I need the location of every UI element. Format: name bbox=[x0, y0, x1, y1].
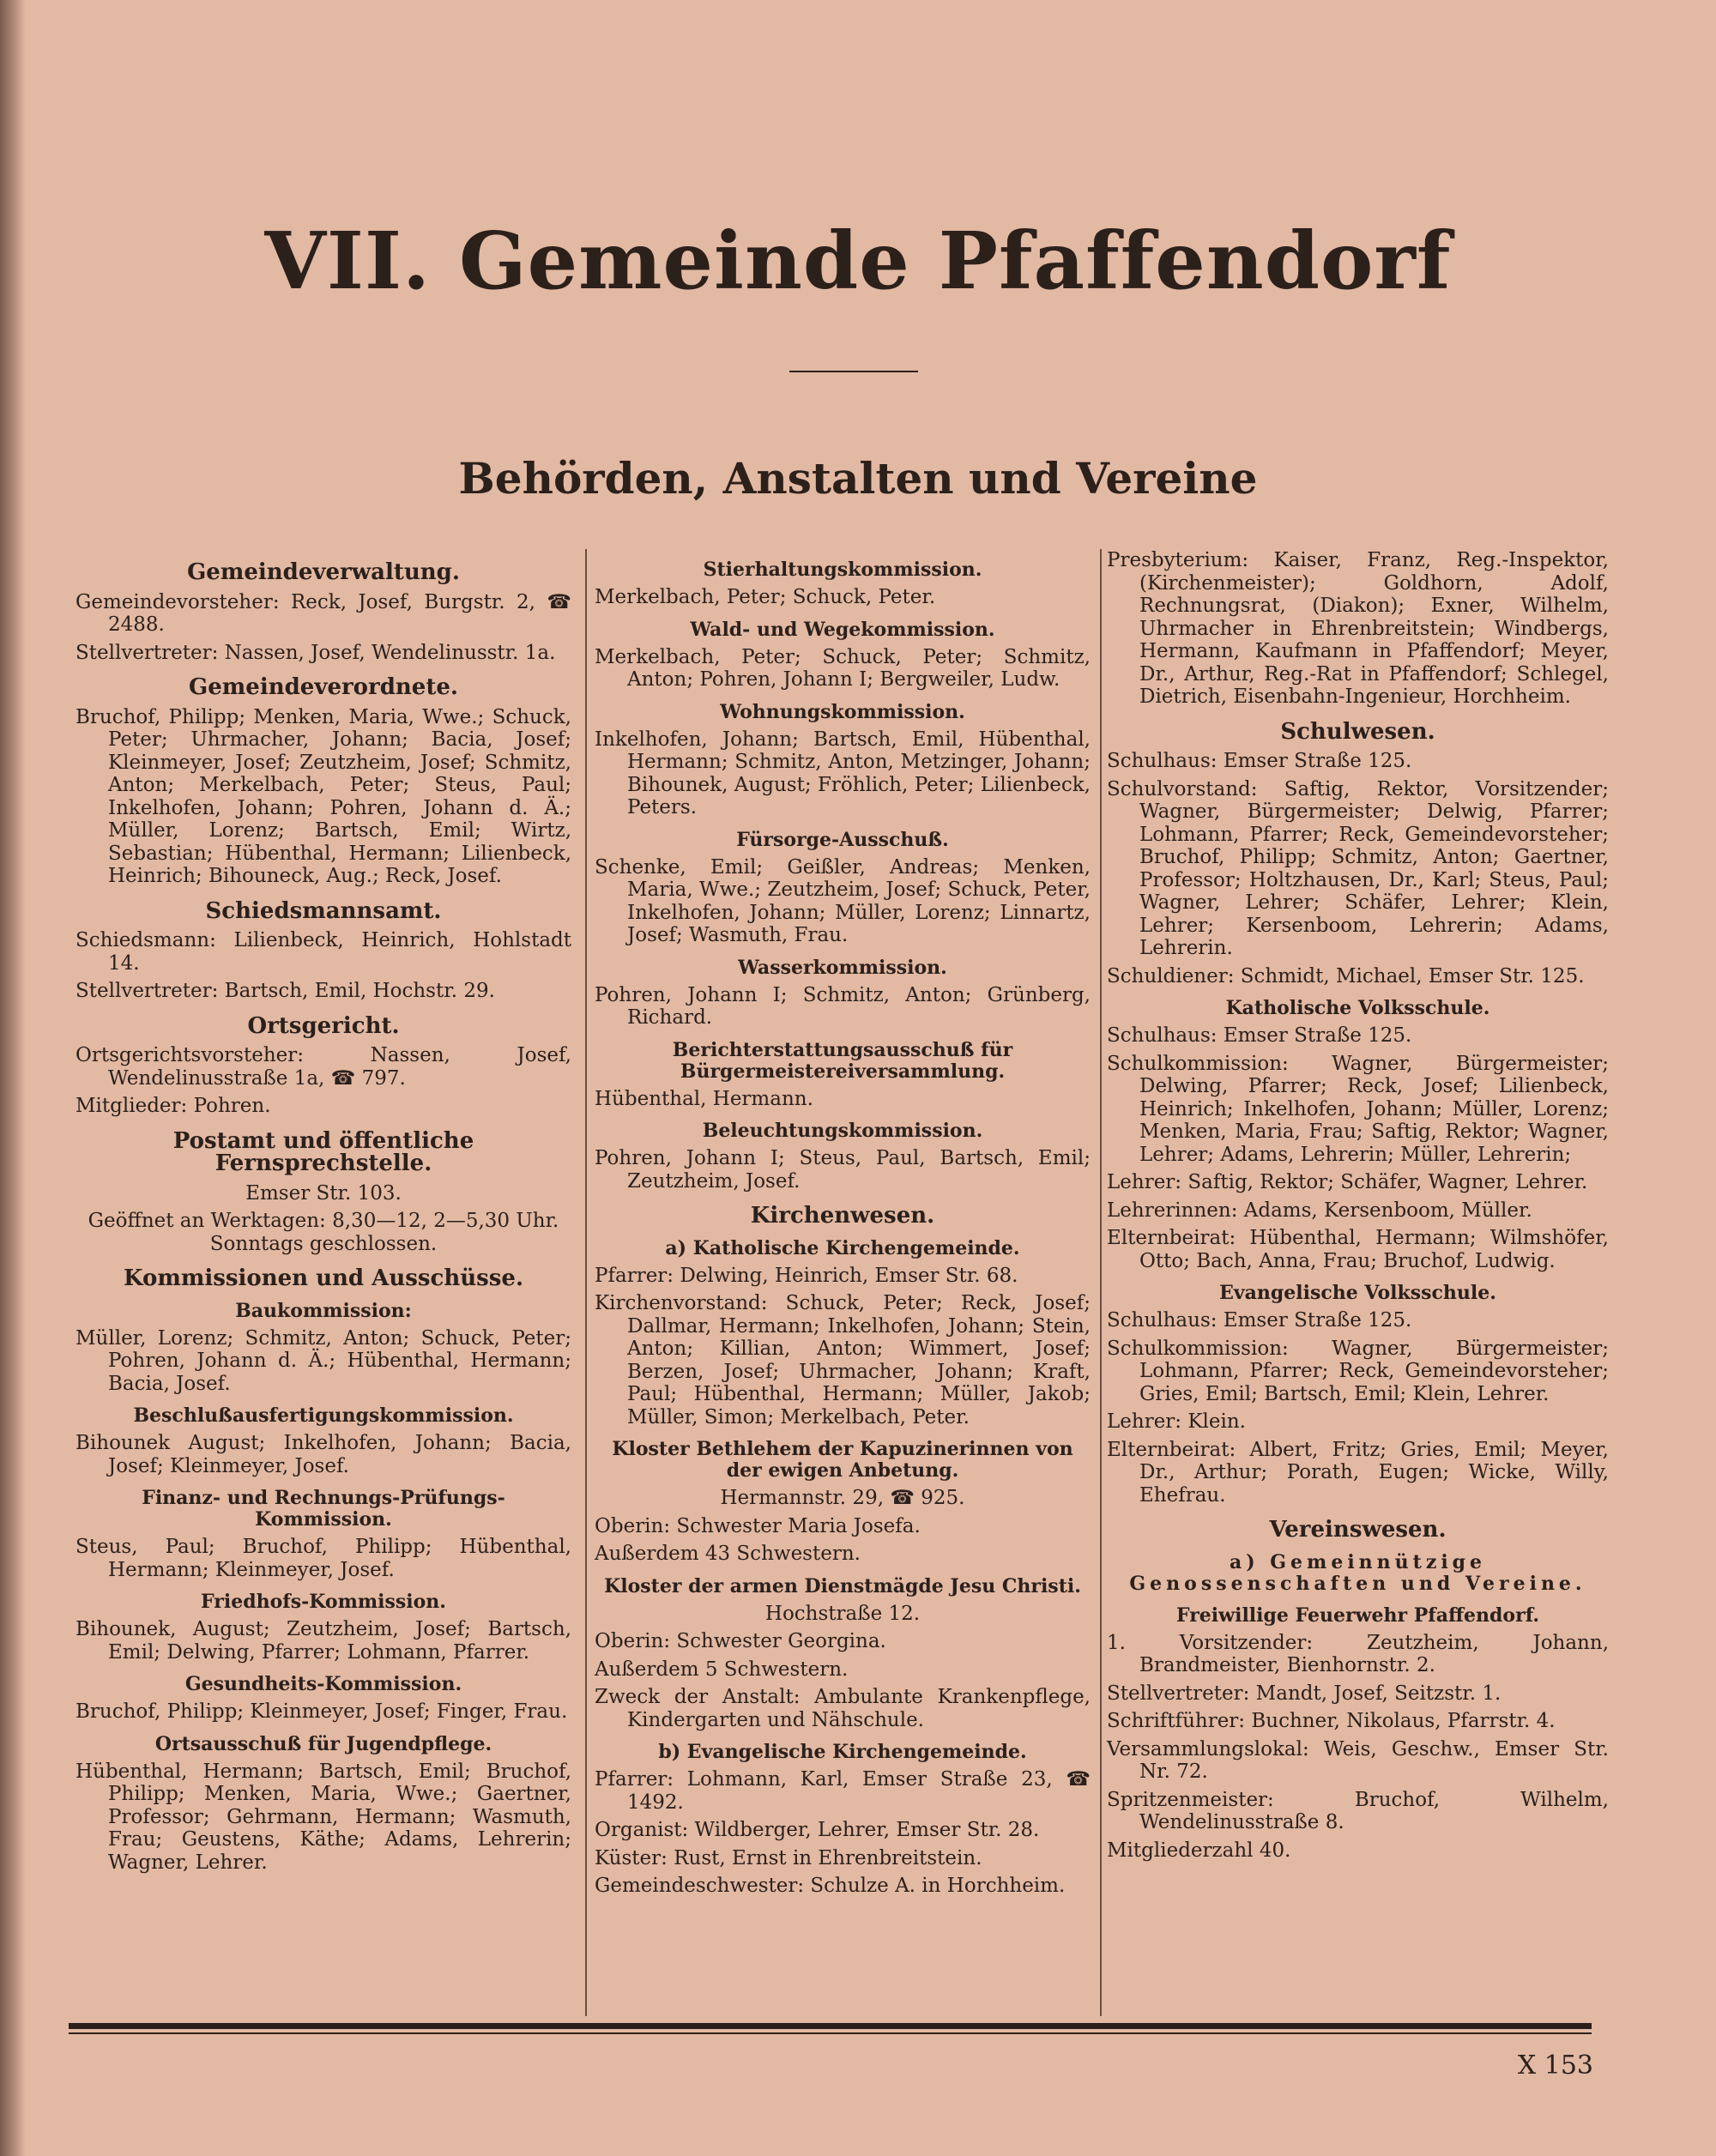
entry-text: Bihounek, August; Zeutzheim, Josef; Bartsch, Emil; Delwing, Pfarrer; Lohmann, Pfarrer. bbox=[76, 1618, 571, 1664]
entry-text: Schulkommission: Wagner, Bürgermeister; Delwing, Pfarrer; Reck, Josef; Lilienbeck, Heinrich; Inkelhofen, Johann; Müller, Lorenz; Menken, Maria, Frau; Saftig, Rektor; Wagner, Lehrer; Adams, Lehrerin; Müller, Lehrerin; bbox=[1107, 1052, 1609, 1166]
column-left bbox=[76, 549, 571, 1879]
subsection-heading: Beschlußausfertigungskommission. bbox=[133, 1404, 514, 1427]
entry-text: Schenke, Emil; Geißler, Andreas; Menken, Maria, Wwe.; Zeutzheim, Josef; Schuck, Peter, Inkelhofen, Johann; Müller, Lorenz; Linnartz, Josef; Wasmuth, Frau. bbox=[595, 855, 1091, 946]
subsection-heading: Berichterstattungsausschuß für Bürgermeistereiversammlung. bbox=[672, 1038, 1013, 1083]
subsection-heading: Baukommission: bbox=[235, 1299, 412, 1322]
column-divider bbox=[1100, 549, 1102, 2016]
entry-text: Außerdem 5 Schwestern. bbox=[595, 1658, 849, 1681]
entry-text: 1. Vorsitzender: Zeutzheim, Johann, Brandmeister, Bienhornstr. 2. bbox=[1107, 1631, 1609, 1676]
entry-text: Merkelbach, Peter; Schuck, Peter. bbox=[595, 586, 936, 608]
subsection-heading: Katholische Volksschule. bbox=[1225, 997, 1490, 1019]
subsection-heading: Wohnungskommission. bbox=[720, 700, 965, 723]
entry-text: Geöffnet an Werktagen: 8,30—12, 2—5,30 Uhr. Sonntags geschlossen. bbox=[88, 1210, 559, 1255]
entry-text: Lehrerinnen: Adams, Kersenboom, Müller. bbox=[1107, 1199, 1532, 1222]
footer-rule-thin bbox=[69, 2032, 1592, 2034]
entry-text: Lehrer: Saftig, Rektor; Schäfer, Wagner, Lehrer. bbox=[1107, 1171, 1588, 1193]
entry-text: Elternbeirat: Hübenthal, Hermann; Wilmshöfer, Otto; Bach, Anna, Frau; Bruchof, Ludwig. bbox=[1107, 1227, 1609, 1272]
entry-text: Pfarrer: Delwing, Heinrich, Emser Str. 68. bbox=[595, 1264, 1018, 1287]
entry-text: Spritzenmeister: Bruchof, Wilhelm, Wendelinusstraße 8. bbox=[1107, 1788, 1609, 1833]
entry-text: Pfarrer: Lohmann, Karl, Emser Straße 23, ☎ 1492. bbox=[595, 1768, 1091, 1814]
subsection-heading: Beleuchtungskommission. bbox=[702, 1120, 983, 1142]
column-divider bbox=[585, 549, 587, 2016]
subsection-heading: Evangelische Volksschule. bbox=[1219, 1282, 1496, 1304]
title-divider bbox=[789, 371, 918, 372]
section-heading: Vereinswesen. bbox=[1269, 1517, 1447, 1543]
entry-text: Pohren, Johann I; Schmitz, Anton; Grünberg, Richard. bbox=[595, 983, 1091, 1029]
entry-text: Hochstraße 12. bbox=[764, 1602, 921, 1625]
page-number: X 153 bbox=[1517, 2050, 1593, 2081]
section-heading: Postamt und öffentliche Fernsprechstelle. bbox=[172, 1127, 474, 1176]
entry-text: Bruchof, Philipp; Kleinmeyer, Josef; Finger, Frau. bbox=[76, 1700, 568, 1723]
subsection-heading: Ortsausschuß für Jugendpflege. bbox=[154, 1732, 492, 1755]
subsection-heading: Wald- und Wegekommission. bbox=[690, 618, 995, 641]
section-heading: Schiedsmannsamt. bbox=[205, 897, 442, 924]
subsection-heading: Kloster der armen Dienstmägde Jesu Christi. bbox=[604, 1574, 1081, 1597]
entry-text: Merkelbach, Peter; Schuck, Peter; Schmitz, Anton; Pohren, Johann I; Bergweiler, Ludw. bbox=[595, 645, 1091, 691]
page-title: VII. Gemeinde Pfaffendorf bbox=[264, 214, 1452, 307]
footer-rule bbox=[69, 2023, 1592, 2029]
entry-text: Pohren, Johann I; Steus, Paul, Bartsch, Emil; Zeutzheim, Josef. bbox=[595, 1147, 1091, 1193]
entry-text: Elternbeirat: Albert, Fritz; Gries, Emil; Meyer, Dr., Arthur; Porath, Eugen; Wicke, Willy, Ehefrau. bbox=[1107, 1438, 1609, 1507]
subsection-heading: Stierhaltungskommission. bbox=[703, 559, 982, 581]
subsection-heading: Fürsorge-Ausschuß. bbox=[736, 828, 949, 851]
section-heading: Gemeindeverwaltung. bbox=[187, 559, 460, 585]
entry-text: Oberin: Schwester Georgina. bbox=[595, 1630, 886, 1652]
subsection-heading: b) Evangelische Kirchengemeinde. bbox=[658, 1741, 1027, 1763]
entry-text: Emser Str. 103. bbox=[245, 1181, 402, 1205]
entry-text: Presbyterium: Kaiser, Franz, Reg.-Inspektor, (Kirchenmeister); Goldhorn, Adolf, Rechnungsrat, (Diakon); Exner, Wilhelm, Uhrmacher in Ehrenbreitstein; Windbergs, Hermann, Kaufmann in Pfaffendorf; Meyer, Dr., Arthur, Reg.-Rat in Pfaffendorf; Schlegel, Dietrich, Eisenbahn-Ingenieur, Horchheim. bbox=[1107, 549, 1609, 708]
page-binding-edge bbox=[0, 0, 26, 2156]
entry-text: Küster: Rust, Ernst in Ehrenbreitstein. bbox=[595, 1846, 982, 1869]
entry-text: Hermannstr. 29, ☎ 925. bbox=[720, 1487, 965, 1509]
section-title: Behörden, Anstalten und Vereine bbox=[458, 453, 1258, 504]
entry-text: Gemeindevorsteher: Reck, Josef, Burgstr. 2, ☎ 2488. bbox=[76, 590, 571, 636]
subsection-heading: a) Gemeinnützige Genossenschaften und Vereine. bbox=[1129, 1550, 1586, 1595]
subsection-heading: Kloster Bethlehem der Kapuzinerinnen von der ewigen Anbetung. bbox=[612, 1438, 1073, 1482]
entry-text: Außerdem 43 Schwestern. bbox=[595, 1543, 861, 1565]
column-middle bbox=[595, 549, 1091, 1903]
section-heading: Kommissionen und Ausschüsse. bbox=[123, 1265, 524, 1291]
entry-text: Versammlungslokal: Weis, Geschw., Emser Str. Nr. 72. bbox=[1107, 1737, 1609, 1783]
entry-text: Stellvertreter: Nassen, Josef, Wendelinusstr. 1a. bbox=[76, 641, 556, 664]
entry-text: Stellvertreter: Bartsch, Emil, Hochstr. 29. bbox=[76, 980, 495, 1002]
subsection-heading: Freiwillige Feuerwehr Pfaffendorf. bbox=[1175, 1603, 1540, 1627]
entry-text: Hübenthal, Hermann; Bartsch, Emil; Bruchof, Philipp; Menken, Maria, Wwe.; Gaertner, Professor; Gehrmann, Hermann; Wasmuth, Frau; Geustens, Käthe; Adams, Lehrerin; Wagner, Lehrer. bbox=[76, 1760, 571, 1874]
entry-text: Schulkommission: Wagner, Bürgermeister; Lohmann, Pfarrer; Reck, Gemeindevorsteher; Gries, Emil; Bartsch, Emil; Klein, Lehrer. bbox=[1107, 1337, 1609, 1405]
subsection-heading: Gesundheits-Kommission. bbox=[184, 1673, 462, 1695]
entry-text: Oberin: Schwester Maria Josefa. bbox=[595, 1514, 921, 1537]
subsection-heading: a) Katholische Kirchengemeinde. bbox=[665, 1236, 1020, 1259]
entry-text: Lehrer: Klein. bbox=[1107, 1410, 1246, 1433]
subsection-heading: Finanz- und Rechnungs-Prüfungs-Kommission. bbox=[142, 1487, 505, 1531]
section-heading: Ortsgericht. bbox=[247, 1012, 400, 1039]
entry-text: Ortsgerichtsvorsteher: Nassen, Josef, Wendelinusstraße 1a, ☎ 797. bbox=[76, 1044, 571, 1090]
entry-text: Schriftführer: Buchner, Nikolaus, Pfarrstr. 4. bbox=[1107, 1710, 1556, 1732]
entry-text: Stellvertreter: Mandt, Josef, Seitzstr. 1. bbox=[1107, 1682, 1502, 1705]
entry-text: Schulhaus: Emser Straße 125. bbox=[1107, 750, 1412, 772]
entry-text: Bruchof, Philipp; Menken, Maria, Wwe.; Schuck, Peter; Uhrmacher, Johann; Bacia, Josef; Kleinmeyer, Josef; Zeutzheim, Josef; Schmitz, Anton; Merkelbach, Peter; Steus, Paul; Inkelhofen, Johann; Pohren, Johann d. Ä.; Müller, Lorenz; Bartsch, Emil; Wirtz, Sebastian; Hübenthal, Hermann; Lilienbeck, Heinrich; Bihouneck, Aug.; Reck, Josef. bbox=[76, 705, 571, 887]
section-heading: Gemeindeverordnete. bbox=[189, 674, 458, 700]
entry-text: Schulvorstand: Saftig, Rektor, Vorsitzender; Wagner, Bürgermeister; Delwig, Pfarrer; Lohmann, Pfarrer; Reck, Gemeindevorsteher; Bruchof, Philipp; Schmitz, Anton; Gaertner, Professor; Holtzhausen, Dr., Karl; Steus, Paul; Wagner, Lehrer; Schäfer, Lehrer; Klein, Lehrer; Kersenboom, Lehrerin; Adams, Lehrerin. bbox=[1107, 777, 1609, 959]
entry-text: Organist: Wildberger, Lehrer, Emser Str. 28. bbox=[595, 1819, 1040, 1841]
entry-text: Zweck der Anstalt: Ambulante Krankenpflege, Kindergarten und Nähschule. bbox=[595, 1686, 1091, 1731]
entry-text: Schiedsmann: Lilienbeck, Heinrich, Hohlstadt 14. bbox=[76, 929, 571, 975]
entry-text: Steus, Paul; Bruchof, Philipp; Hübenthal, Hermann; Kleinmeyer, Josef. bbox=[76, 1536, 571, 1581]
entry-text: Gemeindeschwester: Schulze A. in Horchheim. bbox=[595, 1875, 1066, 1897]
entry-text: Schulhaus: Emser Straße 125. bbox=[1107, 1024, 1412, 1047]
section-heading: Schulwesen. bbox=[1280, 718, 1435, 745]
entry-text: Inkelhofen, Johann; Bartsch, Emil, Hübenthal, Hermann; Schmitz, Anton, Metzinger, Johann; Bihounek, August; Fröhlich, Peter; Lilienbeck, Peters. bbox=[595, 728, 1091, 818]
entry-text: Bihounek August; Inkelhofen, Johann; Bacia, Josef; Kleinmeyer, Josef. bbox=[76, 1432, 571, 1477]
entry-text: Hübenthal, Hermann. bbox=[595, 1087, 813, 1110]
section-heading: Kirchenwesen. bbox=[750, 1203, 935, 1229]
entry-text: Schulhaus: Emser Straße 125. bbox=[1107, 1309, 1412, 1332]
subsection-heading: Wasserkommission. bbox=[738, 956, 947, 979]
entry-text: Mitglieder: Pohren. bbox=[76, 1095, 271, 1117]
entry-text: Mitgliederzahl 40. bbox=[1107, 1839, 1291, 1862]
entry-text: Müller, Lorenz; Schmitz, Anton; Schuck, Peter; Pohren, Johann d. Ä.; Hübenthal, Hermann; Bacia, Josef. bbox=[76, 1326, 571, 1395]
entry-text: Schuldiener: Schmidt, Michael, Emser Str. 125. bbox=[1107, 964, 1585, 987]
column-right bbox=[1107, 549, 1609, 1867]
subsection-heading: Friedhofs-Kommission. bbox=[201, 1591, 446, 1613]
entry-text: Kirchenvorstand: Schuck, Peter; Reck, Josef; Dallmar, Hermann; Inkelhofen, Johann; Stein, Anton; Killian, Anton; Wimmert, Josef; Berzen, Josef; Uhrmacher, Johann; Kraft, Paul; Hübenthal, Hermann; Müller, Jakob; Müller, Simon; Merkelbach, Peter. bbox=[595, 1292, 1091, 1428]
